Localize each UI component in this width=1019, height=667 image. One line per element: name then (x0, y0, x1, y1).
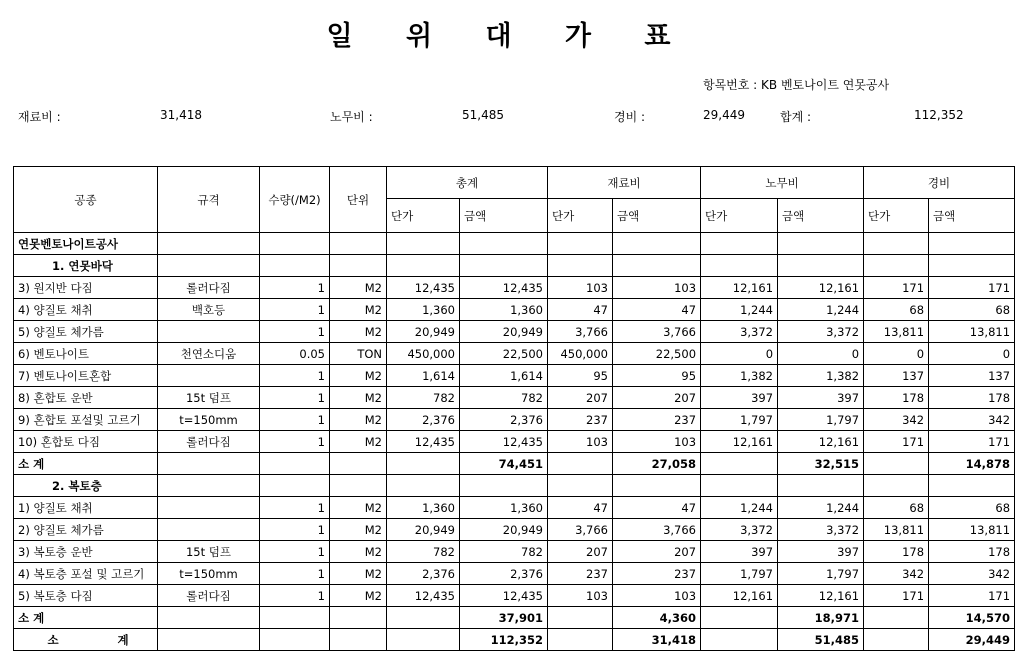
expense-unit-price: 171 (864, 431, 929, 453)
empty-cell (929, 475, 1015, 497)
empty-cell (864, 453, 929, 475)
work-item-spec (158, 519, 260, 541)
work-item-name: 6) 벤토나이트 (14, 343, 158, 365)
table-row (14, 321, 1015, 343)
work-item-name: 10) 혼합토 다짐 (14, 431, 158, 453)
empty-cell (864, 475, 929, 497)
empty-cell (260, 233, 330, 255)
total-amount: 22,500 (460, 343, 548, 365)
material-amount: 207 (613, 541, 701, 563)
expense-amount: 13,811 (929, 321, 1015, 343)
grand-total-label-a: 소 (47, 632, 59, 647)
header-row (14, 167, 1015, 199)
empty-cell (929, 233, 1015, 255)
subtotal-label: 소 계 (14, 453, 158, 475)
empty-cell (260, 453, 330, 475)
grand-total-amount: 112,352 (460, 629, 548, 651)
expense-amount: 178 (929, 387, 1015, 409)
work-item-name: 4) 복토층 포설 및 고르기 (14, 563, 158, 585)
labor-unit-price: 1,382 (701, 365, 778, 387)
work-item-spec (158, 321, 260, 343)
empty-cell (330, 255, 387, 277)
subtotal-label: 소 계 (14, 607, 158, 629)
empty-cell (330, 629, 387, 651)
total-unit-price: 20,949 (387, 321, 460, 343)
total-unit-price: 1,360 (387, 497, 460, 519)
material-unit-price: 47 (548, 497, 613, 519)
table-row (14, 431, 1015, 453)
total-amount: 782 (460, 387, 548, 409)
work-item-qty: 1 (260, 387, 330, 409)
expense-unit-price: 178 (864, 541, 929, 563)
work-item-name: 3) 원지반 다짐 (14, 277, 158, 299)
empty-cell (158, 233, 260, 255)
material-unit-price: 3,766 (548, 519, 613, 541)
table-row (14, 409, 1015, 431)
work-item-unit: M2 (330, 299, 387, 321)
total-unit-price: 12,435 (387, 277, 460, 299)
expense-unit-price: 0 (864, 343, 929, 365)
header-unit: 단위 (330, 167, 387, 233)
total-unit-price: 782 (387, 541, 460, 563)
work-item-unit: M2 (330, 431, 387, 453)
header-amount: 금액 (460, 199, 548, 233)
work-item-name: 8) 혼합토 운반 (14, 387, 158, 409)
expense-label: 경비 : (614, 110, 646, 124)
empty-cell (158, 453, 260, 475)
material-amount: 95 (613, 365, 701, 387)
empty-cell (864, 607, 929, 629)
subtotal-expense-amount: 14,878 (929, 453, 1015, 475)
table-row (14, 563, 1015, 585)
total-amount: 12,435 (460, 585, 548, 607)
work-item-qty: 1 (260, 299, 330, 321)
header-material: 재료비 (548, 167, 701, 199)
total-unit-price: 450,000 (387, 343, 460, 365)
work-item-name: 4) 양질토 채취 (14, 299, 158, 321)
unit-cost-table (13, 166, 1015, 651)
table-row (14, 497, 1015, 519)
total-label: 합계 : (780, 110, 812, 124)
empty-cell (387, 607, 460, 629)
subtotal-row (14, 607, 1015, 629)
empty-cell (387, 453, 460, 475)
labor-amount: 0 (778, 343, 864, 365)
material-unit-price: 103 (548, 585, 613, 607)
empty-cell (613, 233, 701, 255)
work-item-qty: 1 (260, 497, 330, 519)
expense-unit-price: 137 (864, 365, 929, 387)
empty-cell (548, 233, 613, 255)
total-amount: 20,949 (460, 321, 548, 343)
grand-total-label (14, 629, 158, 651)
empty-cell (701, 607, 778, 629)
empty-cell (778, 255, 864, 277)
grand-labor-amount: 51,485 (778, 629, 864, 651)
table-row (14, 519, 1015, 541)
table-row (14, 343, 1015, 365)
empty-cell (864, 629, 929, 651)
expense-amount: 171 (929, 277, 1015, 299)
work-item-unit: TON (330, 343, 387, 365)
empty-cell (701, 453, 778, 475)
total-unit-price: 2,376 (387, 409, 460, 431)
expense-amount: 68 (929, 497, 1015, 519)
work-item-qty: 1 (260, 563, 330, 585)
material-amount: 207 (613, 387, 701, 409)
section-title: 1. 연못바닥 (14, 255, 158, 277)
header-labor: 노무비 (701, 167, 864, 199)
labor-amount: 1,244 (778, 299, 864, 321)
empty-cell (613, 255, 701, 277)
subtotal-total-amount: 74,451 (460, 453, 548, 475)
work-item-qty: 0.05 (260, 343, 330, 365)
empty-cell (864, 255, 929, 277)
header-expense: 경비 (864, 167, 1015, 199)
work-item-name: 9) 혼합토 포설및 고르기 (14, 409, 158, 431)
expense-unit-price: 178 (864, 387, 929, 409)
labor-cost-value: 51,485 (462, 108, 504, 122)
empty-cell (460, 475, 548, 497)
subtotal-labor-amount: 32,515 (778, 453, 864, 475)
project-title-row (14, 233, 1015, 255)
labor-unit-price: 1,797 (701, 409, 778, 431)
labor-amount: 1,797 (778, 563, 864, 585)
expense-unit-price: 68 (864, 299, 929, 321)
header-unit-price: 단가 (387, 199, 460, 233)
empty-cell (548, 607, 613, 629)
subtotal-row (14, 453, 1015, 475)
table-row (14, 387, 1015, 409)
expense-value: 29,449 (703, 108, 745, 122)
work-item-unit: M2 (330, 387, 387, 409)
subtotal-labor-amount: 18,971 (778, 607, 864, 629)
work-item-qty: 1 (260, 409, 330, 431)
total-unit-price: 1,360 (387, 299, 460, 321)
labor-unit-price: 0 (701, 343, 778, 365)
labor-unit-price: 12,161 (701, 585, 778, 607)
work-item-spec: 백호등 (158, 299, 260, 321)
work-item-spec: 천연소디움 (158, 343, 260, 365)
labor-amount: 3,372 (778, 321, 864, 343)
empty-cell (778, 475, 864, 497)
table-row (14, 299, 1015, 321)
total-unit-price: 782 (387, 387, 460, 409)
work-item-unit: M2 (330, 497, 387, 519)
expense-amount: 171 (929, 585, 1015, 607)
total-amount: 2,376 (460, 563, 548, 585)
work-item-unit: M2 (330, 277, 387, 299)
work-item-name: 1) 양질토 채취 (14, 497, 158, 519)
work-item-spec: t=150mm (158, 409, 260, 431)
work-item-unit: M2 (330, 585, 387, 607)
material-amount: 103 (613, 277, 701, 299)
empty-cell (864, 233, 929, 255)
labor-unit-price: 3,372 (701, 321, 778, 343)
empty-cell (548, 453, 613, 475)
material-unit-price: 237 (548, 409, 613, 431)
material-amount: 3,766 (613, 519, 701, 541)
expense-unit-price: 13,811 (864, 519, 929, 541)
empty-cell (701, 233, 778, 255)
empty-cell (260, 255, 330, 277)
labor-unit-price: 12,161 (701, 277, 778, 299)
expense-amount: 178 (929, 541, 1015, 563)
total-amount: 782 (460, 541, 548, 563)
work-item-spec: 15t 덤프 (158, 541, 260, 563)
empty-cell (387, 475, 460, 497)
labor-amount: 397 (778, 541, 864, 563)
labor-amount: 1,382 (778, 365, 864, 387)
total-unit-price: 2,376 (387, 563, 460, 585)
subtotal-expense-amount: 14,570 (929, 607, 1015, 629)
total-amount: 1,614 (460, 365, 548, 387)
work-item-unit: M2 (330, 541, 387, 563)
material-amount: 47 (613, 299, 701, 321)
grand-total-label-b: 계 (117, 632, 129, 647)
labor-unit-price: 1,797 (701, 563, 778, 585)
section-title-row (14, 475, 1015, 497)
empty-cell (330, 607, 387, 629)
material-amount: 237 (613, 563, 701, 585)
header-work: 공종 (14, 167, 158, 233)
section-title: 2. 복토층 (14, 475, 158, 497)
work-item-qty: 1 (260, 277, 330, 299)
material-unit-price: 207 (548, 541, 613, 563)
header-amount: 금액 (929, 199, 1015, 233)
empty-cell (330, 475, 387, 497)
labor-amount: 12,161 (778, 277, 864, 299)
empty-cell (158, 255, 260, 277)
work-item-qty: 1 (260, 431, 330, 453)
labor-amount: 3,372 (778, 519, 864, 541)
header-unit-price: 단가 (701, 199, 778, 233)
item-number: 항목번호 : KB 벤토나이트 연못공사 (703, 78, 890, 92)
empty-cell (387, 629, 460, 651)
empty-cell (158, 475, 260, 497)
work-item-spec: 롤러다짐 (158, 431, 260, 453)
empty-cell (778, 233, 864, 255)
expense-amount: 171 (929, 431, 1015, 453)
material-unit-price: 3,766 (548, 321, 613, 343)
work-item-unit: M2 (330, 321, 387, 343)
labor-cost-label: 노무비 : (330, 110, 373, 124)
empty-cell (260, 475, 330, 497)
page-title: 일 위 대 가 표 (326, 21, 693, 52)
expense-amount: 13,811 (929, 519, 1015, 541)
work-item-qty: 1 (260, 519, 330, 541)
material-amount: 3,766 (613, 321, 701, 343)
header-amount: 금액 (778, 199, 864, 233)
grand-expense-amount: 29,449 (929, 629, 1015, 651)
total-value: 112,352 (914, 108, 964, 122)
header-amount: 금액 (613, 199, 701, 233)
work-item-name: 5) 복토층 다짐 (14, 585, 158, 607)
grand-material-amount: 31,418 (613, 629, 701, 651)
material-amount: 47 (613, 497, 701, 519)
labor-unit-price: 1,244 (701, 497, 778, 519)
material-amount: 22,500 (613, 343, 701, 365)
total-amount: 1,360 (460, 299, 548, 321)
labor-amount: 397 (778, 387, 864, 409)
total-unit-price: 12,435 (387, 431, 460, 453)
expense-amount: 137 (929, 365, 1015, 387)
material-unit-price: 95 (548, 365, 613, 387)
header-unit-price: 단가 (548, 199, 613, 233)
work-item-spec: 15t 덤프 (158, 387, 260, 409)
total-unit-price: 20,949 (387, 519, 460, 541)
work-item-name: 5) 양질토 체가름 (14, 321, 158, 343)
expense-unit-price: 342 (864, 563, 929, 585)
table-row (14, 365, 1015, 387)
labor-amount: 12,161 (778, 585, 864, 607)
empty-cell (330, 453, 387, 475)
total-unit-price: 12,435 (387, 585, 460, 607)
empty-cell (260, 607, 330, 629)
table-row (14, 541, 1015, 563)
header-total: 총계 (387, 167, 548, 199)
empty-cell (330, 233, 387, 255)
work-item-qty: 1 (260, 321, 330, 343)
expense-unit-price: 13,811 (864, 321, 929, 343)
grand-total-row (14, 629, 1015, 651)
material-amount: 103 (613, 585, 701, 607)
empty-cell (613, 475, 701, 497)
header-spec: 규격 (158, 167, 260, 233)
work-item-spec (158, 497, 260, 519)
total-amount: 12,435 (460, 277, 548, 299)
labor-unit-price: 397 (701, 387, 778, 409)
empty-cell (701, 629, 778, 651)
total-amount: 20,949 (460, 519, 548, 541)
work-item-name: 7) 벤토나이트혼합 (14, 365, 158, 387)
empty-cell (387, 255, 460, 277)
empty-cell (701, 255, 778, 277)
labor-unit-price: 3,372 (701, 519, 778, 541)
work-item-unit: M2 (330, 519, 387, 541)
material-amount: 103 (613, 431, 701, 453)
section-title-row (14, 255, 1015, 277)
total-unit-price: 1,614 (387, 365, 460, 387)
labor-amount: 12,161 (778, 431, 864, 453)
work-item-name: 3) 복토층 운반 (14, 541, 158, 563)
total-amount: 2,376 (460, 409, 548, 431)
work-item-spec: t=150mm (158, 563, 260, 585)
work-item-spec: 롤러다짐 (158, 277, 260, 299)
project-title: 연못벤토나이트공사 (14, 233, 158, 255)
subtotal-total-amount: 37,901 (460, 607, 548, 629)
work-item-qty: 1 (260, 365, 330, 387)
header-qty: 수량(/M2) (260, 167, 330, 233)
material-unit-price: 207 (548, 387, 613, 409)
empty-cell (460, 255, 548, 277)
total-amount: 1,360 (460, 497, 548, 519)
empty-cell (929, 255, 1015, 277)
work-item-qty: 1 (260, 585, 330, 607)
total-amount: 12,435 (460, 431, 548, 453)
expense-amount: 0 (929, 343, 1015, 365)
empty-cell (158, 607, 260, 629)
expense-unit-price: 68 (864, 497, 929, 519)
table-row (14, 277, 1015, 299)
labor-unit-price: 1,244 (701, 299, 778, 321)
empty-cell (387, 233, 460, 255)
material-cost-label: 재료비 : (18, 110, 61, 124)
subtotal-material-amount: 27,058 (613, 453, 701, 475)
labor-amount: 1,244 (778, 497, 864, 519)
table-row (14, 585, 1015, 607)
expense-amount: 342 (929, 563, 1015, 585)
subtotal-material-amount: 4,360 (613, 607, 701, 629)
empty-cell (701, 475, 778, 497)
material-unit-price: 237 (548, 563, 613, 585)
work-item-unit: M2 (330, 365, 387, 387)
material-amount: 237 (613, 409, 701, 431)
expense-unit-price: 171 (864, 585, 929, 607)
header-unit-price: 단가 (864, 199, 929, 233)
work-item-spec (158, 365, 260, 387)
work-item-qty: 1 (260, 541, 330, 563)
empty-cell (548, 475, 613, 497)
empty-cell (548, 629, 613, 651)
work-item-unit: M2 (330, 409, 387, 431)
labor-unit-price: 397 (701, 541, 778, 563)
empty-cell (460, 233, 548, 255)
empty-cell (158, 629, 260, 651)
expense-unit-price: 171 (864, 277, 929, 299)
expense-amount: 68 (929, 299, 1015, 321)
expense-amount: 342 (929, 409, 1015, 431)
labor-unit-price: 12,161 (701, 431, 778, 453)
material-cost-value: 31,418 (160, 108, 202, 122)
material-unit-price: 47 (548, 299, 613, 321)
labor-amount: 1,797 (778, 409, 864, 431)
work-item-name: 2) 양질토 체가름 (14, 519, 158, 541)
empty-cell (548, 255, 613, 277)
work-item-unit: M2 (330, 563, 387, 585)
work-item-spec: 롤러다짐 (158, 585, 260, 607)
expense-unit-price: 342 (864, 409, 929, 431)
material-unit-price: 103 (548, 277, 613, 299)
material-unit-price: 103 (548, 431, 613, 453)
empty-cell (260, 629, 330, 651)
material-unit-price: 450,000 (548, 343, 613, 365)
